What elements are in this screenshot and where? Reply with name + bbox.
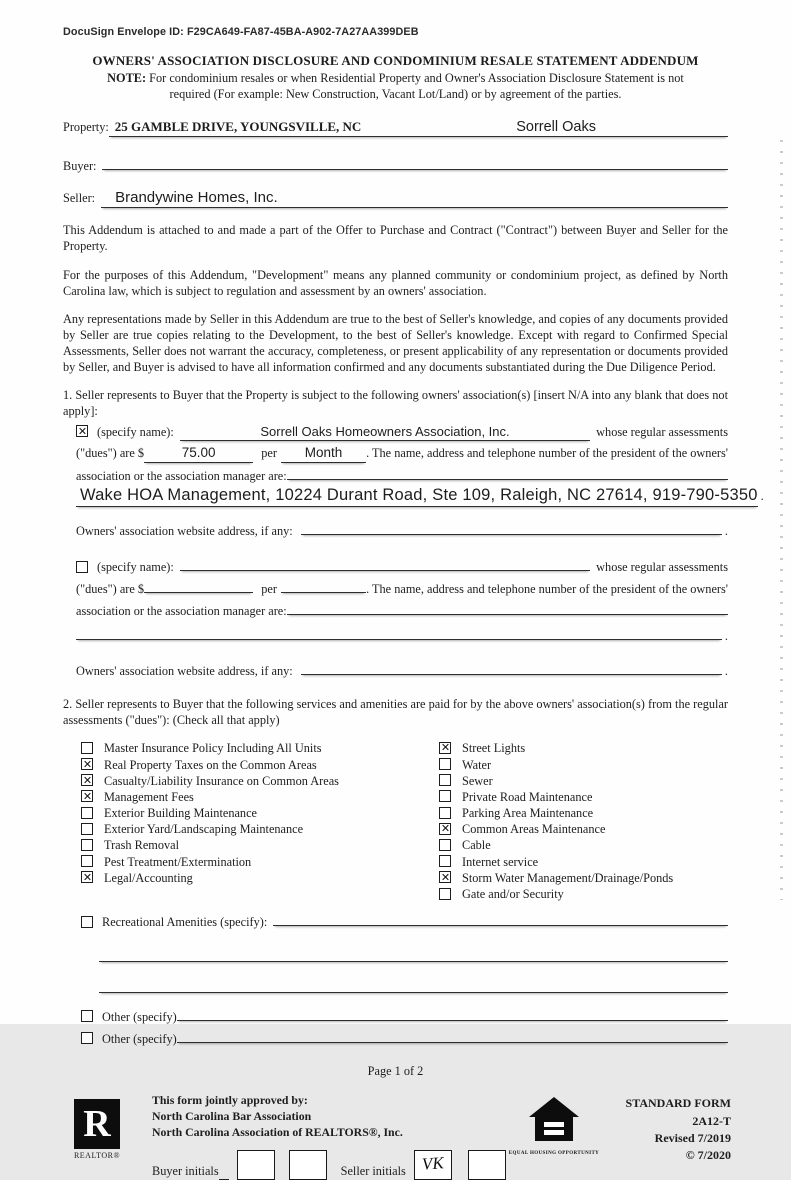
buyer-initials-box-1[interactable] [237, 1150, 275, 1180]
assoc2-name-field[interactable] [180, 557, 590, 571]
assoc2-name-line [76, 557, 728, 576]
service-checkbox[interactable] [81, 839, 93, 851]
other2-field[interactable] [177, 1029, 728, 1043]
note-text: For condominium resales or when Residential Property and Owner's Association Disclosure Statement is not required (For example: New Construction, Vacant Lot/Land) or by agreement of the parties. [146, 71, 684, 102]
assoc1-checkbox[interactable] [76, 425, 88, 437]
recreational-checkbox[interactable] [81, 916, 93, 928]
assoc2-per-label: per [261, 581, 277, 596]
service-item [81, 757, 439, 773]
service-checkbox[interactable] [81, 855, 93, 867]
assoc2-manager-label-line [76, 601, 728, 620]
footer [0, 1093, 791, 1180]
buyer-initials-label: Buyer initials [152, 1164, 219, 1179]
service-item [81, 821, 439, 837]
service-item [439, 837, 728, 853]
service-label: Storm Water Management/Drainage/Ponds [462, 870, 674, 885]
service-label: Sewer [462, 773, 493, 788]
assoc2-checkbox[interactable] [76, 561, 88, 573]
service-checkbox[interactable] [81, 871, 93, 883]
assoc1-whose-label: whose regular assessments [596, 424, 728, 439]
service-checkbox[interactable] [439, 823, 451, 835]
scan-artifact-right-margin [780, 140, 783, 900]
buyer-initials-box-2[interactable] [289, 1150, 327, 1180]
assoc2-dues-field[interactable] [144, 579, 253, 593]
buyer-row [63, 156, 728, 175]
assoc1-dues-label: ("dues") are $ [76, 446, 145, 461]
service-item [81, 773, 439, 789]
assoc2-per-field[interactable] [281, 579, 366, 593]
services-left-column [81, 740, 439, 902]
approved-line-1: This form jointly approved by: [152, 1093, 308, 1108]
assoc2-manager-label: association or the association manager are: [76, 603, 287, 618]
realtor-logo [58, 1093, 136, 1161]
assoc2-manager-value-line [76, 626, 728, 645]
service-checkbox[interactable] [439, 774, 451, 786]
service-label: Master Insurance Policy Including All Units [104, 741, 322, 756]
service-checkbox[interactable] [439, 839, 451, 851]
services-right-column [439, 740, 728, 902]
seller-field[interactable] [101, 188, 728, 208]
assoc2-dues-line [76, 579, 728, 598]
paragraph-development: For the purposes of this Addendum, "Development" means any planned community or condominium project, as defined by North Carolina law, which is subject to regulation and assessment by an owners' association. [63, 267, 728, 298]
seller-initials-signature: VK [421, 1153, 445, 1175]
recreational-label: Recreational Amenities (specify): [102, 915, 268, 930]
buyer-label: Buyer: [63, 159, 97, 174]
service-label: Real Property Taxes on the Common Areas [104, 757, 317, 772]
service-item [81, 740, 439, 756]
assoc1-website-row [76, 521, 728, 540]
recreational-row [81, 912, 728, 931]
service-item [81, 837, 439, 853]
service-label: Exterior Yard/Landscaping Maintenance [104, 822, 304, 837]
property-value: 25 GAMBLE DRIVE, YOUNGSVILLE, NC [114, 118, 362, 134]
service-checkbox[interactable] [81, 742, 93, 754]
association-block-2 [76, 557, 728, 645]
initials-row [152, 1150, 506, 1180]
assoc1-manager-label: association or the association manager are: [76, 468, 287, 483]
equal-housing-text: EQUAL HOUSING OPPORTUNITY [508, 1150, 600, 1156]
service-label: Exterior Building Maintenance [104, 806, 257, 821]
realtor-r-icon [74, 1099, 120, 1149]
service-item [439, 740, 728, 756]
service-checkbox[interactable] [439, 790, 451, 802]
assoc1-manager-label-line [76, 466, 728, 485]
paragraph-representations: Any representations made by Seller in this Addendum are true to the best of Seller's knowledge, and copies of any documents provided by Seller are true copies relating to the Development, to the best of Seller's knowledge. Except with regard to Confirmed Special Assessments, Seller does not warrant the accuracy, completeness, or present applicability of any representation or documents provided by Seller, and Buyer is advised to have all information confirmed and any documents substantiated during the Due Diligence Period. [63, 312, 728, 374]
recreational-continuation-line-1[interactable] [99, 948, 728, 962]
assoc2-tail-period: . [724, 629, 728, 644]
service-item [439, 870, 728, 886]
section2-intro: 2. Seller represents to Buyer that the following services and amenities are paid for by the above owners' association(s) from the regular assessments ("dues"): (Check all that apply) [63, 696, 728, 727]
service-item [439, 757, 728, 773]
paragraph-contract: This Addendum is attached to and made a part of the Offer to Purchase and Contract ("Contract") between Buyer and Seller for the Property. [63, 223, 728, 254]
docusign-envelope-id: DocuSign Envelope ID: F29CA649-FA87-45BA-A902-7A27AA399DEB [63, 26, 419, 38]
assoc2-website-field[interactable] [301, 661, 722, 675]
seller-initials-box-1[interactable] [414, 1150, 452, 1180]
seller-value: Brandywine Homes, Inc. [115, 189, 278, 207]
equal-housing-logo [506, 1093, 602, 1157]
assoc1-manager-field-start[interactable] [287, 466, 728, 480]
buyer-field[interactable] [102, 156, 728, 170]
service-label: Casualty/Liability Insurance on Common Areas [104, 773, 339, 788]
approved-line-3: North Carolina Association of REALTORS®, Inc. [152, 1124, 403, 1139]
assoc1-website-period: . [724, 524, 728, 539]
assoc2-specify-label: (specify name): [97, 560, 174, 575]
assoc2-website-label: Owners' association website address, if any: [76, 664, 293, 679]
assoc2-manager-field-start[interactable] [287, 601, 728, 615]
assoc1-name-field[interactable]: Sorrell Oaks Homeowners Association, Inc. [180, 424, 590, 442]
other1-field[interactable] [177, 1007, 728, 1021]
service-item [439, 821, 728, 837]
other2-label: Other (specify) [102, 1031, 177, 1046]
service-checkbox[interactable] [439, 758, 451, 770]
service-item [439, 773, 728, 789]
service-checkbox[interactable] [81, 823, 93, 835]
service-item [439, 854, 728, 870]
service-checkbox[interactable] [81, 790, 93, 802]
assoc1-manager-value-line [76, 485, 764, 507]
form-name: STANDARD FORM 2A12-T [625, 1096, 731, 1128]
assoc1-website-label: Owners' association website address, if any: [76, 524, 293, 539]
page-number: Page 1 of 2 [367, 1064, 424, 1079]
service-label: Internet service [462, 854, 539, 869]
service-checkbox[interactable] [81, 807, 93, 819]
recreational-field[interactable] [273, 912, 728, 926]
assoc1-dues-line [76, 444, 728, 462]
form-revised: Revised 7/2019 [654, 1130, 731, 1145]
approved-by-block [136, 1093, 506, 1180]
section1-intro: 1. Seller represents to Buyer that the Property is subject to the following owners' association(s) [insert N/A into any blank that does not apply]: [63, 388, 728, 418]
property-subdivision-value: Sorrell Oaks [516, 118, 596, 135]
assoc1-dues-field[interactable]: 75.00 [144, 444, 253, 462]
other1-label: Other (specify) [102, 1009, 177, 1024]
service-item [439, 886, 728, 902]
seller-row [63, 188, 728, 208]
service-label: Private Road Maintenance [462, 789, 593, 804]
service-item [439, 805, 728, 821]
assoc2-website-period: . [724, 664, 728, 679]
assoc2-whose-label: whose regular assessments [596, 560, 728, 575]
service-item [81, 789, 439, 805]
service-item [81, 805, 439, 821]
seller-initials-box-2[interactable] [468, 1150, 506, 1180]
service-label: Water [462, 757, 492, 772]
assoc1-manager-value: Wake HOA Management, 10224 Durant Road, Ste 109, Raleigh, NC 27614, 919-790-5350 [80, 486, 758, 505]
property-field[interactable] [109, 118, 728, 138]
title-block [63, 53, 728, 103]
service-label: Legal/Accounting [104, 870, 193, 885]
assoc1-per-field[interactable]: Month [281, 444, 366, 462]
form-id-block [602, 1093, 791, 1165]
service-checkbox[interactable] [439, 807, 451, 819]
assoc1-president-label: . The name, address and telephone number of the president of the owners' [366, 446, 728, 461]
assoc1-specify-label: (specify name): [97, 424, 174, 439]
association-block-1 [76, 423, 764, 508]
service-checkbox[interactable] [439, 742, 451, 754]
form-copyright: © 7/2020 [685, 1148, 731, 1163]
realtor-r-letter: R [83, 1103, 111, 1146]
service-checkbox[interactable] [81, 774, 93, 786]
seller-label: Seller: [63, 191, 96, 206]
property-label: Property: [63, 119, 109, 134]
service-label: Street Lights [462, 741, 526, 756]
service-label: Gate and/or Security [462, 887, 564, 902]
service-checkbox[interactable] [439, 855, 451, 867]
buyer-initials-underline [219, 1166, 229, 1180]
service-item [81, 854, 439, 870]
service-checkbox[interactable] [439, 871, 451, 883]
equal-housing-house-icon [527, 1097, 581, 1145]
seller-initials-label: Seller initials [340, 1164, 406, 1179]
assoc1-manager-field[interactable] [76, 485, 758, 507]
approved-line-2: North Carolina Bar Association [152, 1109, 312, 1124]
service-label: Common Areas Maintenance [462, 822, 606, 837]
other-row-1 [81, 1007, 728, 1026]
assoc2-manager-field[interactable] [76, 626, 722, 640]
realtor-word: REALTOR® [73, 1151, 121, 1161]
service-label: Cable [462, 838, 491, 853]
service-checkbox[interactable] [81, 758, 93, 770]
assoc2-president-label: . The name, address and telephone number of the president of the owners' [366, 581, 728, 596]
service-item [439, 789, 728, 805]
assoc1-per-label: per [261, 446, 277, 461]
service-item [81, 870, 439, 886]
service-label: Trash Removal [104, 838, 180, 853]
other2-checkbox[interactable] [81, 1032, 93, 1044]
property-row [63, 118, 728, 138]
document-note [107, 71, 685, 102]
assoc1-website-field[interactable] [301, 521, 722, 535]
assoc1-name-line [76, 424, 728, 442]
service-checkbox[interactable] [439, 888, 451, 900]
recreational-continuation-line-2[interactable] [99, 979, 728, 993]
services-checklists [81, 740, 728, 902]
other1-checkbox[interactable] [81, 1010, 93, 1022]
assoc2-dues-label: ("dues") are $ [76, 581, 145, 596]
assoc1-tail-period: . [760, 489, 764, 504]
service-label: Management Fees [104, 789, 194, 804]
document-title: OWNERS' ASSOCIATION DISCLOSURE AND CONDOMINIUM RESALE STATEMENT ADDENDUM [92, 52, 699, 68]
service-label: Pest Treatment/Extermination [104, 854, 252, 869]
note-label: NOTE: [107, 71, 147, 86]
assoc2-website-row [76, 661, 728, 680]
service-label: Parking Area Maintenance [462, 806, 594, 821]
other-row-2 [81, 1029, 728, 1048]
